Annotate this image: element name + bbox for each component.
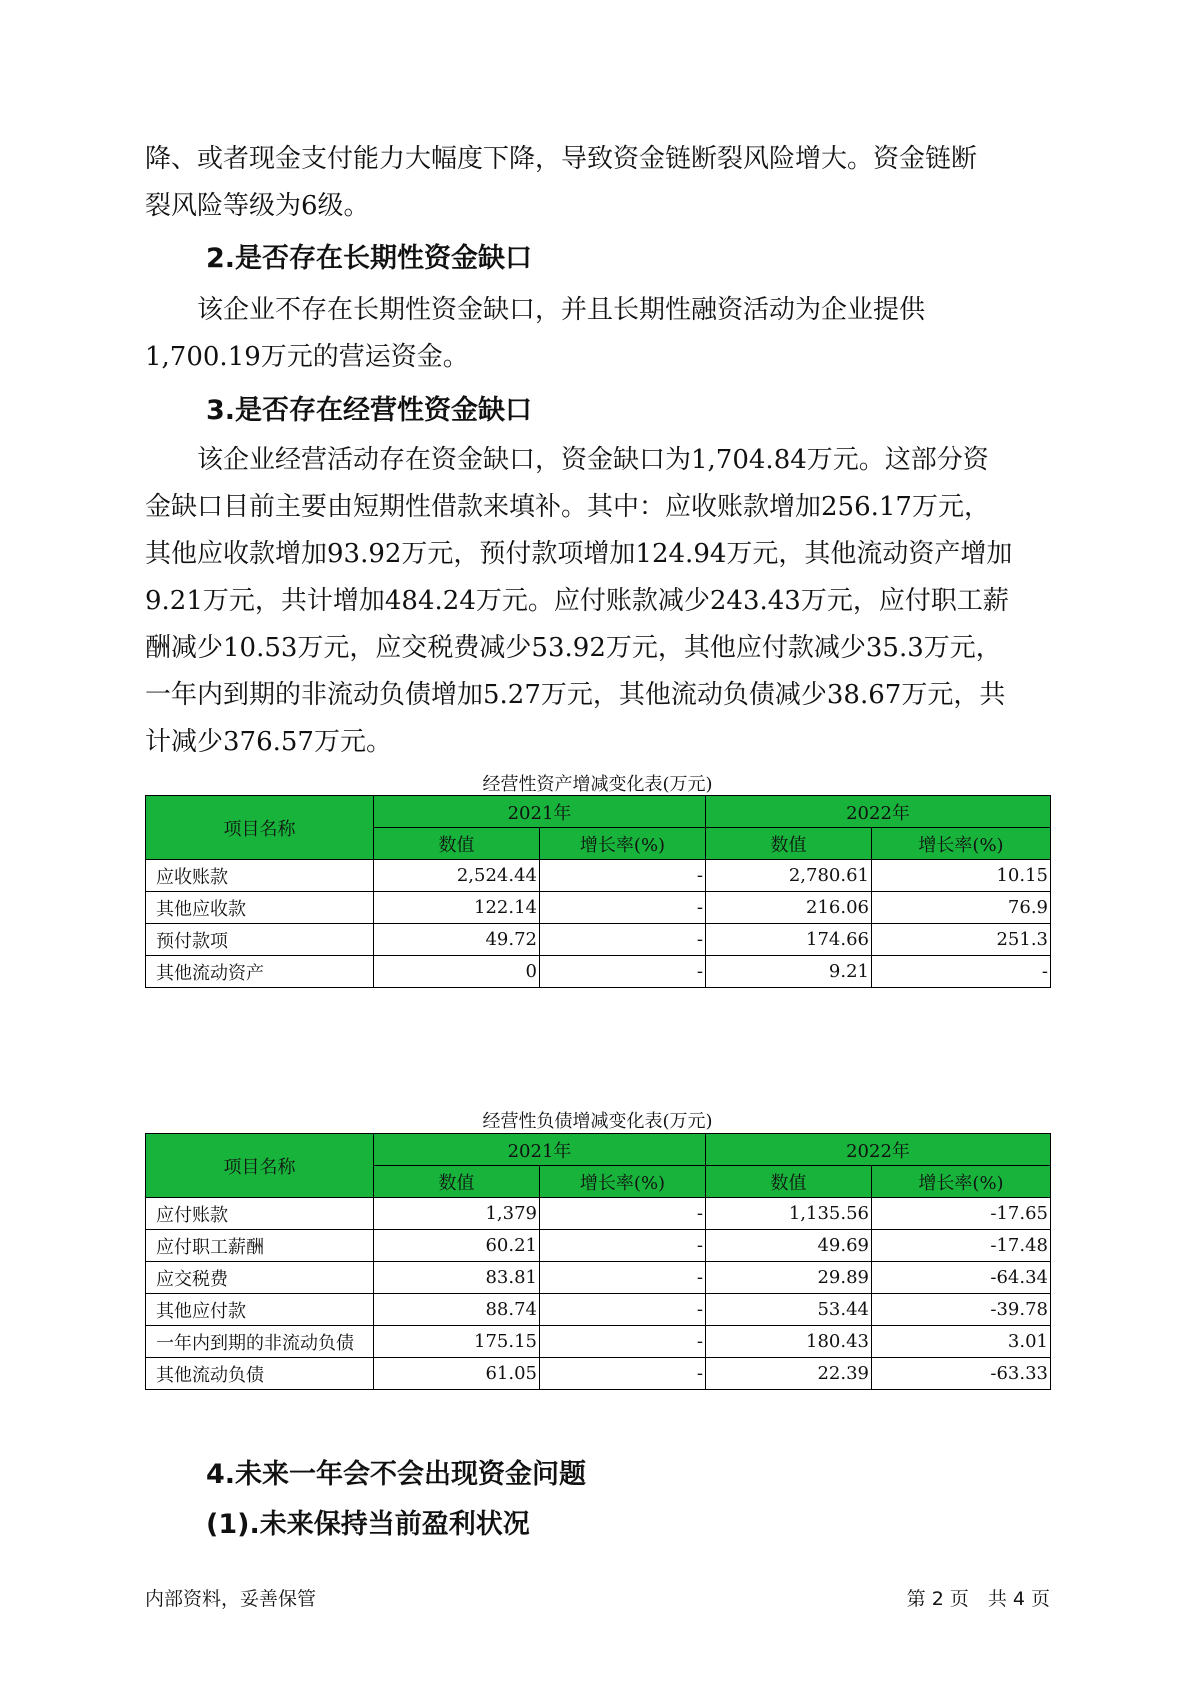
cell-value: 216.06 <box>706 892 872 924</box>
cell-item: 一年内到期的非流动负债 <box>146 1326 374 1358</box>
cell-value: 60.21 <box>374 1230 540 1262</box>
table-row <box>146 1326 1051 1358</box>
header-growth-rate: 增长率(%) <box>872 828 1051 860</box>
cell-value: 175.15 <box>374 1326 540 1358</box>
cell-rate: 251.3 <box>872 924 1051 956</box>
header-growth-rate: 增长率(%) <box>540 1166 706 1198</box>
header-item-name: 项目名称 <box>146 1134 374 1198</box>
text-line: 降、或者现金支付能力大幅度下降，导致资金链断裂风险增大。资金链断 <box>145 144 978 174</box>
cell-value: 174.66 <box>706 924 872 956</box>
table-row <box>146 1294 1051 1326</box>
cell-value: 0 <box>374 956 540 988</box>
table-row <box>146 956 1051 988</box>
header-value: 数值 <box>706 1166 872 1198</box>
text-line: 裂风险等级为6级。 <box>145 191 370 221</box>
cell-rate: - <box>540 1326 706 1358</box>
cell-item: 应付职工薪酬 <box>146 1230 374 1262</box>
heading-current-profit: (1).未来保持当前盈利状况 <box>206 1509 530 1540</box>
cell-rate: -39.78 <box>872 1294 1051 1326</box>
header-value: 数值 <box>706 828 872 860</box>
cell-rate: - <box>540 1294 706 1326</box>
cell-rate: -64.34 <box>872 1262 1051 1294</box>
table-caption-assets: 经营性资产增减变化表(万元) <box>482 774 713 795</box>
header-value: 数值 <box>374 1166 540 1198</box>
header-growth-rate: 增长率(%) <box>872 1166 1051 1198</box>
cell-value: 88.74 <box>374 1294 540 1326</box>
cell-value: 2,524.44 <box>374 860 540 892</box>
cell-rate: -63.33 <box>872 1358 1051 1390</box>
cell-rate: 3.01 <box>872 1326 1051 1358</box>
cell-rate: -17.65 <box>872 1198 1051 1230</box>
cell-value: 122.14 <box>374 892 540 924</box>
header-value: 数值 <box>374 828 540 860</box>
cell-value: 53.44 <box>706 1294 872 1326</box>
cell-value: 22.39 <box>706 1358 872 1390</box>
paragraph-long-term-gap <box>145 287 1050 381</box>
cell-rate: 10.15 <box>872 860 1051 892</box>
footer-page-number: 第 2 页 共 4 页 <box>906 1588 1050 1610</box>
table-row <box>146 1230 1051 1262</box>
heading-operating-gap: 3.是否存在经营性资金缺口 <box>206 395 533 426</box>
cell-rate: - <box>540 956 706 988</box>
cell-value: 29.89 <box>706 1262 872 1294</box>
text-line: 其他应收款增加93.92万元，预付款项增加124.94万元，其他流动资产增加 <box>145 539 1013 569</box>
header-year-2021: 2021年 <box>374 1134 706 1166</box>
cell-value: 1,135.56 <box>706 1198 872 1230</box>
header-year-2021: 2021年 <box>374 796 706 828</box>
table-row <box>146 924 1051 956</box>
text-line: 该企业经营活动存在资金缺口，资金缺口为1,704.84万元。这部分资 <box>145 445 989 475</box>
text-line: 该企业不存在长期性资金缺口，并且长期性融资活动为企业提供 <box>145 295 926 325</box>
cell-item: 其他流动负债 <box>146 1358 374 1390</box>
cell-rate: - <box>540 892 706 924</box>
cell-rate: - <box>540 860 706 892</box>
cell-item: 其他应收款 <box>146 892 374 924</box>
cell-value: 49.69 <box>706 1230 872 1262</box>
cell-rate: - <box>540 1230 706 1262</box>
heading-long-term-gap: 2.是否存在长期性资金缺口 <box>206 243 533 274</box>
cell-item: 其他流动资产 <box>146 956 374 988</box>
cell-item: 应付账款 <box>146 1198 374 1230</box>
text-line: 9.21万元，共计增加484.24万元。应付账款减少243.43万元，应付职工薪 <box>145 586 1009 616</box>
cell-rate: -17.48 <box>872 1230 1051 1262</box>
cell-value: 49.72 <box>374 924 540 956</box>
header-item-name: 项目名称 <box>146 796 374 860</box>
footer-confidential-note: 内部资料，妥善保管 <box>145 1588 317 1610</box>
cell-rate: - <box>540 1358 706 1390</box>
cell-item: 应交税费 <box>146 1262 374 1294</box>
text-line: 1,700.19万元的营运资金。 <box>145 342 469 372</box>
cell-rate: - <box>540 1198 706 1230</box>
cell-value: 2,780.61 <box>706 860 872 892</box>
header-year-2022: 2022年 <box>706 796 1051 828</box>
heading-future-funding: 4.未来一年会不会出现资金问题 <box>206 1459 587 1490</box>
cell-value: 9.21 <box>706 956 872 988</box>
table-row <box>146 1198 1051 1230</box>
table-row <box>146 860 1051 892</box>
cell-value: 180.43 <box>706 1326 872 1358</box>
table-caption-liabilities: 经营性负债增减变化表(万元) <box>482 1111 713 1132</box>
cell-item: 应收账款 <box>146 860 374 892</box>
table-row <box>146 1358 1051 1390</box>
cell-item: 其他应付款 <box>146 1294 374 1326</box>
header-year-2022: 2022年 <box>706 1134 1051 1166</box>
text-line: 计减少376.57万元。 <box>145 727 392 757</box>
text-line: 金缺口目前主要由短期性借款来填补。其中：应收账款增加256.17万元， <box>145 492 990 522</box>
cell-value: 83.81 <box>374 1262 540 1294</box>
cell-rate: - <box>872 956 1051 988</box>
liabilities-table <box>145 1133 1051 1390</box>
cell-item: 预付款项 <box>146 924 374 956</box>
cell-rate: - <box>540 924 706 956</box>
text-line: 一年内到期的非流动负债增加5.27万元，其他流动负债减少38.67万元，共 <box>145 680 1006 710</box>
cell-rate: 76.9 <box>872 892 1051 924</box>
header-growth-rate: 增长率(%) <box>540 828 706 860</box>
paragraph-operating-gap <box>145 437 1050 766</box>
table-row <box>146 892 1051 924</box>
cell-value: 1,379 <box>374 1198 540 1230</box>
table-row <box>146 1262 1051 1294</box>
assets-table <box>145 795 1051 988</box>
text-line: 酬减少10.53万元，应交税费减少53.92万元，其他应付款减少35.3万元， <box>145 633 1002 663</box>
cell-value: 61.05 <box>374 1358 540 1390</box>
paragraph-risk-level <box>145 136 1050 230</box>
cell-rate: - <box>540 1262 706 1294</box>
